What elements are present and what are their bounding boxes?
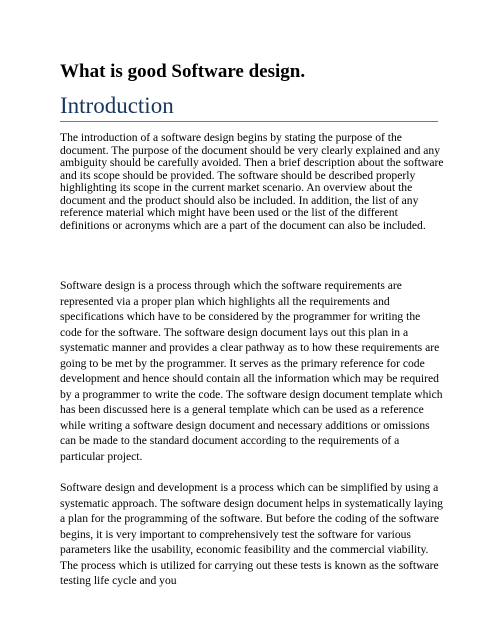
paragraph-design-development: Software design and development is a process which can be simplified by using a systematic approach. The software design document helps in systematically laying a plan for the programming of the software. But before the coding of the software begins, it is very important to comprehensively test the software for various parameters like the usability, economic feasibility and the commercial viability. The process which is utilized for carrying out these tests is known as the software testing life cycle and you xyxy=(60,481,443,587)
heading-underline xyxy=(60,121,438,122)
paragraph-introduction: The introduction of a software design begins by stating the purpose of the document. The purpose of the document should be very clearly explained and any ambiguity should be carefully avoided. Then a brief description about the software and its scope should be provided. The software should be described properly highlighting its scope in the current market scenario. An overview about the document and the product should also be included. In addition, the list of any reference material which might have been used or the list of the different definitions or acronyms which are a part of the document can also be included. xyxy=(60,131,444,232)
section-heading-introduction: Introduction xyxy=(60,93,174,118)
document-title: What is good Software design. xyxy=(60,61,306,82)
paragraph-software-design: Software design is a process through which the software requirements are represented via a proper plan which highlights all the requirements and specifications which have to be considered by the programmer for writing the code for the software. The software design document lays out this plan in a systematic manner and provides a clear pathway as to how these requirements are going to be met by the programmer. It serves as the primary reference for code development and hence should contain all the information which may be required by a programmer to write the code. The software design document template which has been discussed here is a general template which can be used as a reference while writing a software design document and necessary additions or omissions can be made to the standard document according to the requirements of a particular project. xyxy=(60,279,443,463)
